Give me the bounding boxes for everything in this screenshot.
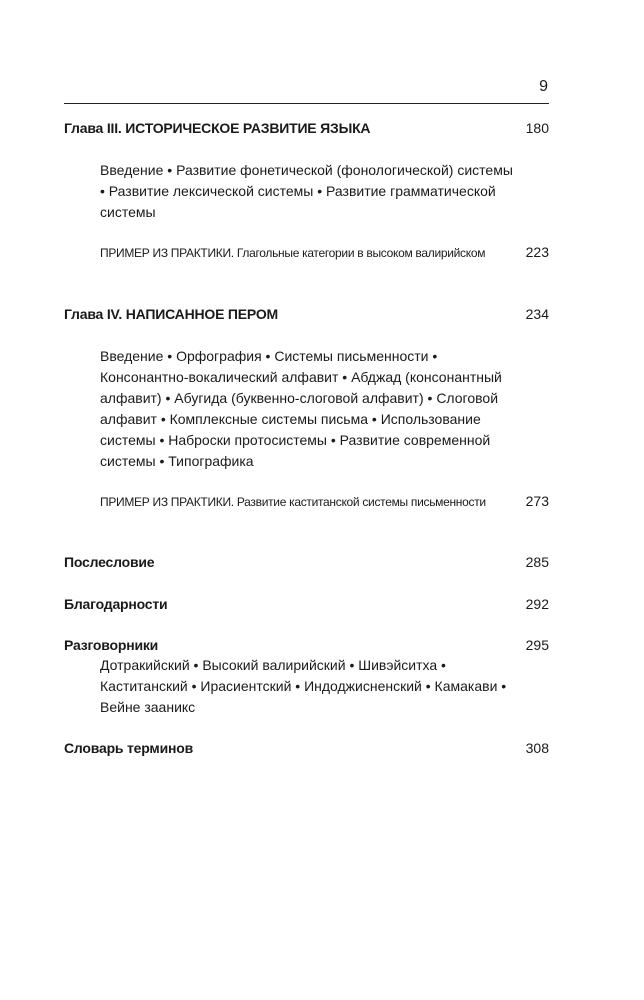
chapter-3-title: Глава III. ИСТОРИЧЕСКОЕ РАЗВИТИЕ ЯЗЫКА xyxy=(64,120,371,136)
toc-entry-chapter-3[interactable] xyxy=(64,120,549,136)
chapter-4-example-text: Развитие каститанской системы письменности xyxy=(236,495,486,509)
acknowledgements-title: Благодарности xyxy=(64,596,168,612)
chapter-3-example-text: Глагольные категории в высоком валирийском xyxy=(236,246,486,260)
afterword-title: Послесловие xyxy=(64,554,155,570)
chapter-4-example-page: 273 xyxy=(525,493,549,509)
chapter-4-description: Введение • Орфография • Системы письменности • Консонантно-вокалический алфавит • Абджад (консонантный алфавит) • Абугида (буквенно-слоговой алфавит) • Слоговой алфавит • Комплексные системы письма • Использование системы • Наброски протосистемы • Развитие современной системы • Типографика xyxy=(100,348,502,469)
header-rule xyxy=(64,103,549,104)
page-number: 9 xyxy=(539,78,548,95)
afterword-page: 285 xyxy=(525,554,549,570)
glossary-page: 308 xyxy=(525,740,549,756)
phrasebooks-description: Дотракийский • Высокий валирийский • Шивэйситха • Каститанский • Ирасиентский • Индоджисненский • Камакави • Вейне зааникс xyxy=(100,657,507,715)
chapter-4-example[interactable] xyxy=(100,493,549,509)
toc-entry-afterword[interactable] xyxy=(64,554,549,570)
chapter-4-page: 234 xyxy=(525,306,549,322)
chapter-3-example[interactable] xyxy=(100,244,549,260)
chapter-3-description: Введение • Развитие фонетической (фонологической) системы • Развитие лексической системы • Развитие грамматической системы xyxy=(100,162,513,220)
phrasebooks-title: Разговорники xyxy=(64,637,159,653)
toc-entry-phrasebooks[interactable] xyxy=(64,637,549,653)
glossary-title: Словарь терминов xyxy=(64,740,194,756)
toc-entry-chapter-4[interactable] xyxy=(64,306,549,322)
toc-entry-glossary[interactable] xyxy=(64,740,549,756)
toc-entry-acknowledgements[interactable] xyxy=(64,596,549,612)
chapter-3-page: 180 xyxy=(525,120,549,136)
chapter-4-example-label: ПРИМЕР ИЗ ПРАКТИКИ. xyxy=(100,495,234,509)
acknowledgements-page: 292 xyxy=(525,596,549,612)
chapter-3-example-label: ПРИМЕР ИЗ ПРАКТИКИ. xyxy=(100,246,234,260)
chapter-4-title: Глава IV. НАПИСАННОЕ ПЕРОМ xyxy=(64,306,279,322)
chapter-3-example-page: 223 xyxy=(525,244,549,260)
phrasebooks-page: 295 xyxy=(525,637,549,653)
